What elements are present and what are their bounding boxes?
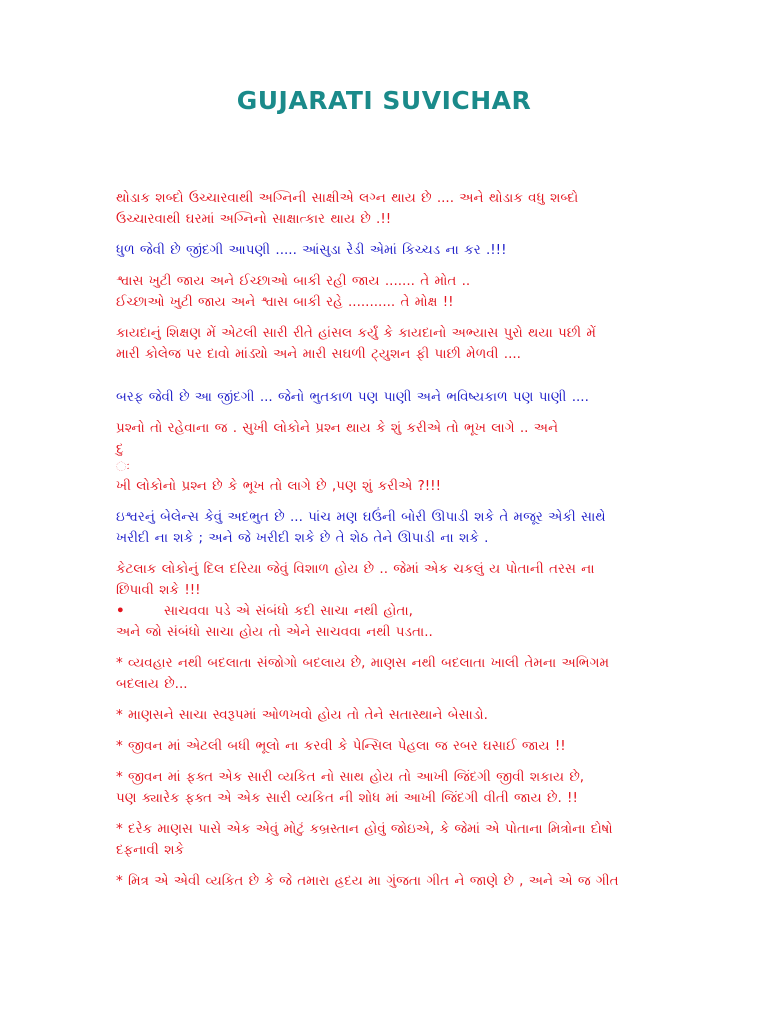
quote-13-line-1: * દરેક માણસ પાસે એક એવું મોટું કબ્રસ્તાન હોવું જોઇએ, કે જેમાં એ પોતાના મિત્રોના દોષો: [116, 821, 613, 837]
quote-12-line-1: * જીવન માં ફક્ત એક સારી વ્યકિત નો સાથ હોય તો આખી જિંદગી જીવી શકાય છે,: [116, 769, 585, 785]
quote-7: [116, 507, 656, 549]
quote-4-line-1: કાયદાનું શિક્ષણ મેં એટલી સારી રીતે હાંસલ કર્યું કે કાયદાનો અભ્યાસ પુરો થયા પછી મેં: [116, 325, 596, 341]
quote-14: [116, 871, 656, 892]
quote-3-line-2: ઈચ્છાઓ ખુટી જાય અને શ્વાસ બાકી રહે ........... તે મોક્ષ !!: [116, 294, 454, 310]
quote-8: [116, 559, 656, 643]
quote-1-line-2: ઉચ્ચારવાથી ઘરમાં અગ્નિનો સાક્ષાત્કાર થાય છે .!!: [116, 211, 392, 227]
quote-8-line-1: કેટલાક લોકોનું દિલ દરિયા જેવું વિશાળ હોય છે .. જેમાં એક ચકલું ય પોતાની તરસ ના: [116, 561, 595, 577]
quote-5-line-1: બરફ જેવી છે આ જીંદગી ... જેનો ભુતકાળ પણ પાણી અને ભવિષ્યકાળ પણ પાણી ....: [116, 389, 589, 405]
quote-6-line-1: પ્રશ્નો તો રહેવાના જ . સુખી લોકોને પ્રશ્ન થાય કે શું કરીએ તો ભૂખ લાગે .. અને: [116, 420, 559, 436]
quote-6-line-4: ખી લોકોનો પ્રશ્ન છે કે ભૂખ તો લાગે છે ,પણ શું કરીએ ?!!!: [116, 478, 442, 494]
quote-10-line-1: * માણસને સાચા સ્વરૂપમાં ઓળખવો હોય તો તેને સતાસ્થાને બેસાડો.: [116, 707, 488, 723]
quote-12-line-2: પણ ક્યારેક ફક્ત એ એક સારી વ્યકિત ની શોધ માં આખી જિંદગી વીતી જાય છે. !!: [116, 790, 578, 806]
quote-9-line-2: બદલાય છે...: [116, 676, 188, 692]
quote-9: [116, 653, 656, 695]
quote-6: [116, 418, 656, 497]
quote-8-line-3: સાચવવા પડે એ સંબંધો કદી સાચા નથી હોતા,: [164, 603, 413, 619]
quote-11: [116, 736, 656, 757]
quote-4: [116, 323, 656, 365]
quote-8-line-4: અને જો સંબંધો સાચા હોય તો એને સાચવવા નથી પડતા..: [116, 624, 433, 640]
quote-10: [116, 705, 656, 726]
quote-7-line-1: ઇશ્વરનું બેલેન્સ કેવું અદભુત છે ... પાંચ મણ ઘઉંની બોરી ઊપાડી શકે તે મજૂર એકી સાથે: [116, 509, 606, 525]
quotes-body: [116, 188, 656, 902]
quote-8-line-2: છિપાવી શકે !!!: [116, 582, 201, 598]
quote-4-line-2: મારી કોલેજ પર દાવો માંડ્યો અને મારી સઘળી ટ્યુશન ફી પાછી મેળવી ....: [116, 346, 521, 362]
quote-1-line-1: થોડાક શબ્દો ઉચ્ચારવાથી અગ્નિની સાક્ષીએ લગ્ન થાય છે .... અને થોડાક વધુ શબ્દો: [116, 190, 579, 206]
page-title: GUJARATI SUVICHAR: [236, 86, 532, 115]
quote-3: [116, 271, 656, 313]
quote-14-line-1: * મિત્ર એ એવી વ્યકિત છે કે જે તમારા હ્રદય મા ગુંજતા ગીત ને જાણે છે , અને એ જ ગીત: [116, 873, 619, 889]
quote-5: [116, 387, 656, 408]
quote-2: [116, 240, 656, 261]
bullet-icon: •: [116, 603, 125, 619]
quote-3-line-1: શ્વાસ ખુટી જાય અને ઈચ્છાઓ બાકી રહી જાય ....... તે મોત ..: [116, 273, 471, 289]
quote-6-line-2: દુ: [116, 441, 124, 457]
quote-6-visarga: ઃ: [116, 460, 131, 475]
quote-11-line-1: * જીવન માં એટલી બધી ભૂલો ના કરવી કે પેન્સિલ પેહલા જ રબર ઘસાઈ જાય !!: [116, 738, 566, 754]
quote-8-bullet-line: [116, 601, 656, 622]
quote-13-line-2: દફનાવી શકે: [116, 842, 185, 858]
quote-2-line-1: ધુળ જેવી છે જીંદગી આપણી ..... આંસુડા રેડી એમાં કિચ્ચડ ના કર .!!!: [116, 242, 507, 258]
quote-1: [116, 188, 656, 230]
quote-7-line-2: ખરીદી ના શકે ; અને જે ખરીદી શકે છે તે શેઠ તેને ઊપાડી ના શકે .: [116, 530, 489, 546]
quote-9-line-1: * વ્યવહાર નથી બદલાતા સંજોગો બદલાય છે, માણસ નથી બદલાતા ખાલી તેમના અભિગમ: [116, 655, 609, 671]
quote-12: [116, 767, 656, 809]
quote-13: [116, 819, 656, 861]
